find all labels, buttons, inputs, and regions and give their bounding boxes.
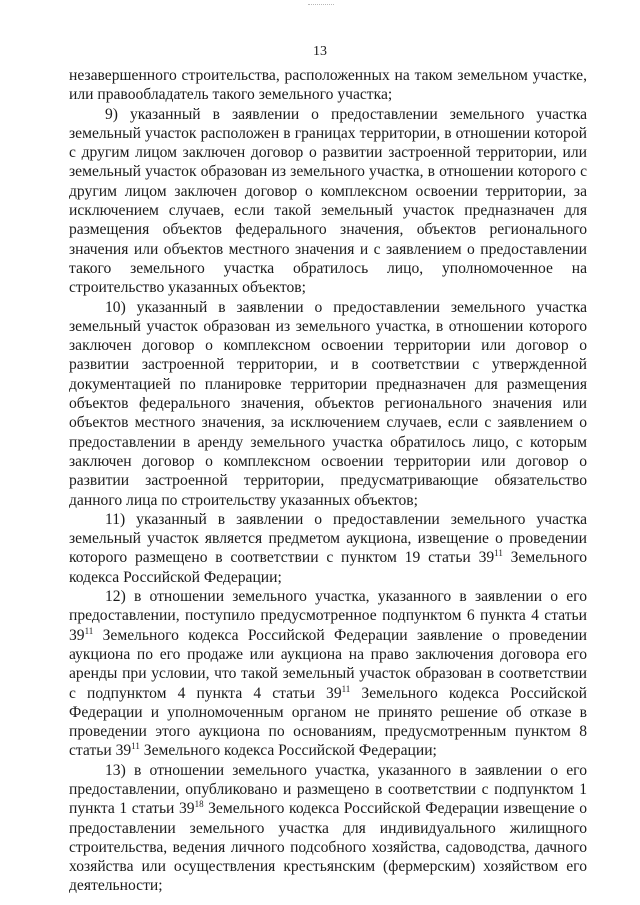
- paragraph-text: Земельного кодекса Российской Федерации;: [69, 549, 587, 586]
- superscript-article-index: 11: [131, 741, 140, 752]
- scan-artifact: [308, 4, 334, 7]
- document-body: [69, 66, 587, 896]
- superscript-article-index: 11: [494, 548, 503, 559]
- paragraph-item-13: [69, 761, 587, 896]
- paragraph-text: Земельного кодекса Российской Федерации;: [139, 742, 437, 760]
- page-number: 13: [313, 44, 327, 59]
- paragraph-item-12: [69, 587, 587, 761]
- paragraph-item-11: [69, 510, 587, 587]
- paragraph-item-10: [69, 298, 587, 510]
- paragraph-text: 9) указанный в заявлении о предоставлении земельного участка земельный участок расположен в границах территории, в отношении которой с другим лицом заключен договор о развитии застроенной территории, или земельный участок образован из земельного участка, в отношении которого с другим лицом заключен договор о комплексном освоении территории, за исключением случаев, если такой земельный участок предназначен для размещения объектов федерального значения, объектов регионального значения или объектов местного значения и с заявлением о предоставлении такого земельного участка обратилось лицо, уполномоченное на строительство указанных объектов;: [69, 105, 587, 297]
- paragraph-text: Земельного кодекса Российской Федерации и уполномоченным органом не принято решение об отказе в проведении этого аукциона по основаниям, предусмотренным пунктом 8 статьи 39: [69, 684, 587, 760]
- paragraph-text: Земельного кодекса Российской Федерации извещение о предоставлении земельного участка для индивидуального жилищного строительства, ведения личного подсобного хозяйства, садоводства, дачного хозяйства или осуществления крестьянским (фермерским) хозяйством его деятельности;: [69, 800, 587, 895]
- paragraph-text: Земельного кодекса Российской Федерации заявление о проведении аукциона по его продаже или аукциона на право заключения договора его аренды при условии, что такой земельный участок образован в соответствии с подпунктом 4 пункта 4 статьи 39: [69, 626, 587, 702]
- paragraph-text: 10) указанный в заявлении о предоставлении земельного участка земельный участок образован из земельного участка, в отношении которого заключен договор о комплексном освоении территории или договор о развитии застроенной территории, и в соответствии с утвержденной документацией по планировке территории предназначен для размещения объектов федерального значения, объектов регионального значения или объектов местного значения, за исключением случаев, если с заявлением о предоставлении в аренду земельного участка обратилось лицо, с которым заключен договор о комплексном освоении территории или договор о развитии застроенной территории, предусматривающие обязательство данного лица по строительству указанных объектов;: [69, 298, 587, 509]
- paragraph-text: 12) в отношении земельного участка, указанного в заявлении о его предоставлении, поступило предусмотренное подпунктом 6 пункта 4 статьи 39: [69, 588, 587, 644]
- paragraph-text: 11) указанный в заявлении о предоставлении земельного участка земельный участок является предметом аукциона, извещение о проведении которого размещено в соответствии с пунктом 19 статьи 39: [69, 510, 587, 567]
- superscript-article-index: 18: [194, 799, 204, 810]
- paragraph-text: незавершенного строительства, расположенных на таком земельном участке, или правообладатель такого земельного участка;: [69, 67, 587, 104]
- superscript-article-index: 11: [84, 625, 94, 636]
- superscript-article-index: 11: [341, 683, 351, 694]
- paragraph-text: 13) в отношении земельного участка, указанного в заявлении о его предоставлении, опубликовано и размещено в соответствии с подпунктом 1 пункта 1 статьи 39: [69, 761, 587, 818]
- paragraph-cont: [69, 66, 587, 105]
- paragraph-item-9: [69, 105, 587, 298]
